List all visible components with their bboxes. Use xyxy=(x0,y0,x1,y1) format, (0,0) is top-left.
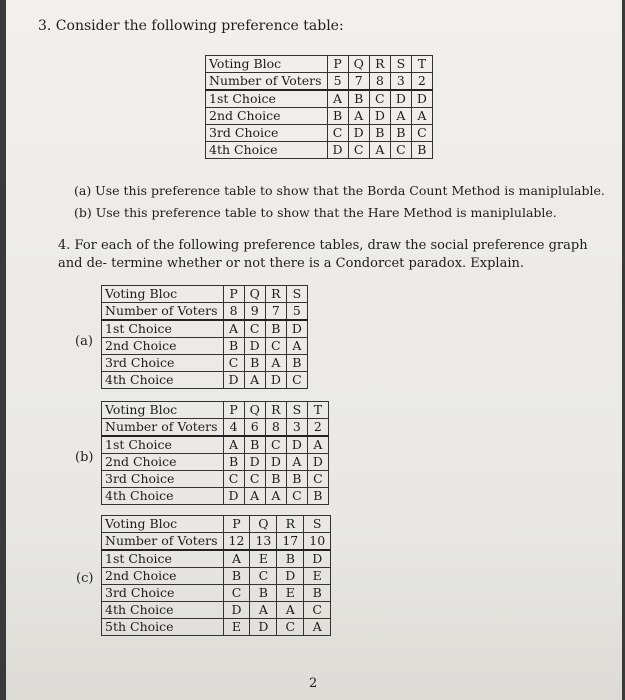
table-cell: A xyxy=(250,602,277,619)
table-cell: 13 xyxy=(250,533,277,551)
table-cell: B xyxy=(307,488,328,505)
table-cell: T xyxy=(411,56,432,73)
row-label: Number of Voters xyxy=(102,303,224,321)
row-label: 1st Choice xyxy=(102,550,224,568)
table-cell: 8 xyxy=(369,73,390,91)
table-cell: A xyxy=(223,550,250,568)
table-row xyxy=(102,436,329,454)
table-row xyxy=(102,286,308,303)
table-cell: S xyxy=(390,56,411,73)
table-row xyxy=(102,619,331,636)
table-cell: C xyxy=(223,355,244,372)
table-cell: E xyxy=(250,550,277,568)
table-cell: C xyxy=(369,90,390,108)
table-cell: B xyxy=(286,355,307,372)
table-row xyxy=(102,533,331,551)
row-label: 3rd Choice xyxy=(102,355,224,372)
table-cell: C xyxy=(390,142,411,159)
table-cell: A xyxy=(327,90,348,108)
row-label: 2nd Choice xyxy=(206,108,328,125)
table-cell: P xyxy=(223,516,250,533)
table-row xyxy=(102,550,331,568)
table-cell: D xyxy=(277,568,304,585)
table-row xyxy=(206,125,433,142)
table-cell: R xyxy=(369,56,390,73)
table-cell: C xyxy=(286,372,307,389)
table-cell: C xyxy=(265,436,286,454)
table-row xyxy=(102,585,331,602)
row-label: 1st Choice xyxy=(102,320,224,338)
table-cell: 3 xyxy=(286,419,307,437)
table-cell: D xyxy=(286,436,307,454)
table-cell: B xyxy=(244,355,265,372)
table-cell: B xyxy=(304,585,331,602)
table-row xyxy=(206,90,433,108)
table-cell: T xyxy=(307,402,328,419)
table-cell: D xyxy=(250,619,277,636)
table-cell: D xyxy=(223,488,244,505)
table-cell: B xyxy=(223,454,244,471)
table-cell: C xyxy=(286,488,307,505)
table-cell: R xyxy=(265,402,286,419)
table-cell: A xyxy=(411,108,432,125)
question-4-heading: 4. For each of the following preference tables, draw the social preference graph and de- termine whether or not there is a Condorcet paradox. Explain. xyxy=(58,238,588,271)
table-cell: B xyxy=(286,471,307,488)
table-cell: A xyxy=(265,355,286,372)
table-row xyxy=(102,516,331,533)
table-cell: A xyxy=(223,436,244,454)
table-cell: C xyxy=(327,125,348,142)
row-label: 2nd Choice xyxy=(102,568,224,585)
table-cell: D xyxy=(390,90,411,108)
table-cell: C xyxy=(244,471,265,488)
table-row xyxy=(102,471,329,488)
q4-table-b xyxy=(101,401,329,505)
table-cell: D xyxy=(304,550,331,568)
table-cell: 8 xyxy=(265,419,286,437)
table-row xyxy=(206,73,433,91)
worksheet-page xyxy=(6,0,622,700)
table-row xyxy=(102,303,308,321)
table-cell: 7 xyxy=(348,73,369,91)
table-cell: D xyxy=(348,125,369,142)
table-cell: D xyxy=(265,454,286,471)
table-cell: A xyxy=(304,619,331,636)
row-label: 3rd Choice xyxy=(102,585,224,602)
q3-part-b: (b) Use this preference table to show that the Hare Method is maniplulable. xyxy=(74,205,557,220)
table-cell: E xyxy=(277,585,304,602)
page-number: 2 xyxy=(309,676,318,691)
table-cell: B xyxy=(411,142,432,159)
table-row xyxy=(206,108,433,125)
q3-preference-table xyxy=(205,55,433,159)
row-label: 3rd Choice xyxy=(206,125,328,142)
table-cell: R xyxy=(265,286,286,303)
table-cell: B xyxy=(369,125,390,142)
table-cell: D xyxy=(244,454,265,471)
table-cell: B xyxy=(327,108,348,125)
row-label: 2nd Choice xyxy=(102,338,224,355)
table-cell: 2 xyxy=(307,419,328,437)
table-cell: A xyxy=(244,372,265,389)
table-cell: 17 xyxy=(277,533,304,551)
table-c-label: (c) xyxy=(76,571,94,586)
table-row xyxy=(102,602,331,619)
table-cell: D xyxy=(411,90,432,108)
table-row xyxy=(102,402,329,419)
q4-table-c xyxy=(101,515,331,636)
table-cell: 9 xyxy=(244,303,265,321)
table-cell: C xyxy=(307,471,328,488)
table-cell: C xyxy=(304,602,331,619)
row-label: Number of Voters xyxy=(102,533,224,551)
table-cell: A xyxy=(286,338,307,355)
table-cell: D xyxy=(307,454,328,471)
table-cell: 8 xyxy=(223,303,244,321)
table-cell: D xyxy=(265,372,286,389)
table-row xyxy=(102,454,329,471)
table-cell: A xyxy=(244,488,265,505)
table-row xyxy=(102,338,308,355)
row-label: Voting Bloc xyxy=(206,56,328,73)
table-cell: R xyxy=(277,516,304,533)
table-cell: B xyxy=(223,338,244,355)
table-cell: D xyxy=(369,108,390,125)
table-cell: 7 xyxy=(265,303,286,321)
row-label: 2nd Choice xyxy=(102,454,224,471)
row-label: 1st Choice xyxy=(102,436,224,454)
row-label: 4th Choice xyxy=(206,142,328,159)
table-row xyxy=(102,320,308,338)
table-cell: C xyxy=(244,320,265,338)
table-cell: 5 xyxy=(286,303,307,321)
table-cell: A xyxy=(348,108,369,125)
table-cell: A xyxy=(265,488,286,505)
row-label: Voting Bloc xyxy=(102,516,224,533)
q4-table-a xyxy=(101,285,308,389)
table-row xyxy=(102,355,308,372)
table-cell: E xyxy=(304,568,331,585)
table-cell: 4 xyxy=(223,419,244,437)
row-label: 3rd Choice xyxy=(102,471,224,488)
table-row xyxy=(206,142,433,159)
table-cell: A xyxy=(307,436,328,454)
row-label: Number of Voters xyxy=(102,419,224,437)
row-label: 4th Choice xyxy=(102,602,224,619)
table-cell: Q xyxy=(250,516,277,533)
table-cell: P xyxy=(223,402,244,419)
table-cell: D xyxy=(223,602,250,619)
table-cell: D xyxy=(286,320,307,338)
table-cell: B xyxy=(250,585,277,602)
table-cell: E xyxy=(223,619,250,636)
table-cell: Q xyxy=(348,56,369,73)
table-cell: A xyxy=(390,108,411,125)
table-cell: 3 xyxy=(390,73,411,91)
table-cell: D xyxy=(327,142,348,159)
table-cell: 12 xyxy=(223,533,250,551)
table-cell: C xyxy=(223,585,250,602)
table-row xyxy=(102,372,308,389)
table-cell: 6 xyxy=(244,419,265,437)
table-cell: D xyxy=(223,372,244,389)
table-cell: A xyxy=(369,142,390,159)
table-cell: B xyxy=(390,125,411,142)
table-cell: B xyxy=(265,320,286,338)
table-row xyxy=(102,488,329,505)
row-label: 5th Choice xyxy=(102,619,224,636)
table-cell: B xyxy=(265,471,286,488)
table-cell: B xyxy=(277,550,304,568)
row-label: 4th Choice xyxy=(102,372,224,389)
row-label: 4th Choice xyxy=(102,488,224,505)
table-cell: B xyxy=(348,90,369,108)
table-cell: Q xyxy=(244,286,265,303)
table-cell: P xyxy=(223,286,244,303)
table-cell: A xyxy=(223,320,244,338)
table-cell: A xyxy=(286,454,307,471)
table-cell: 10 xyxy=(304,533,331,551)
table-cell: B xyxy=(244,436,265,454)
row-label: Number of Voters xyxy=(206,73,328,91)
table-a-label: (a) xyxy=(75,334,93,349)
row-label: 1st Choice xyxy=(206,90,328,108)
table-b-label: (b) xyxy=(75,450,94,465)
table-cell: 5 xyxy=(327,73,348,91)
table-cell: C xyxy=(265,338,286,355)
table-cell: D xyxy=(244,338,265,355)
table-cell: A xyxy=(277,602,304,619)
table-cell: S xyxy=(286,402,307,419)
table-cell: Q xyxy=(244,402,265,419)
q3-part-a: (a) Use this preference table to show that the Borda Count Method is maniplulable. xyxy=(74,183,605,198)
table-row xyxy=(206,56,433,73)
table-cell: C xyxy=(348,142,369,159)
table-cell: C xyxy=(411,125,432,142)
table-cell: C xyxy=(277,619,304,636)
table-cell: S xyxy=(304,516,331,533)
table-row xyxy=(102,568,331,585)
row-label: Voting Bloc xyxy=(102,402,224,419)
table-cell: P xyxy=(327,56,348,73)
table-cell: S xyxy=(286,286,307,303)
question-3-heading: 3. Consider the following preference table: xyxy=(38,18,344,34)
table-row xyxy=(102,419,329,437)
table-cell: B xyxy=(223,568,250,585)
table-cell: C xyxy=(250,568,277,585)
table-cell: 2 xyxy=(411,73,432,91)
table-cell: C xyxy=(223,471,244,488)
row-label: Voting Bloc xyxy=(102,286,224,303)
